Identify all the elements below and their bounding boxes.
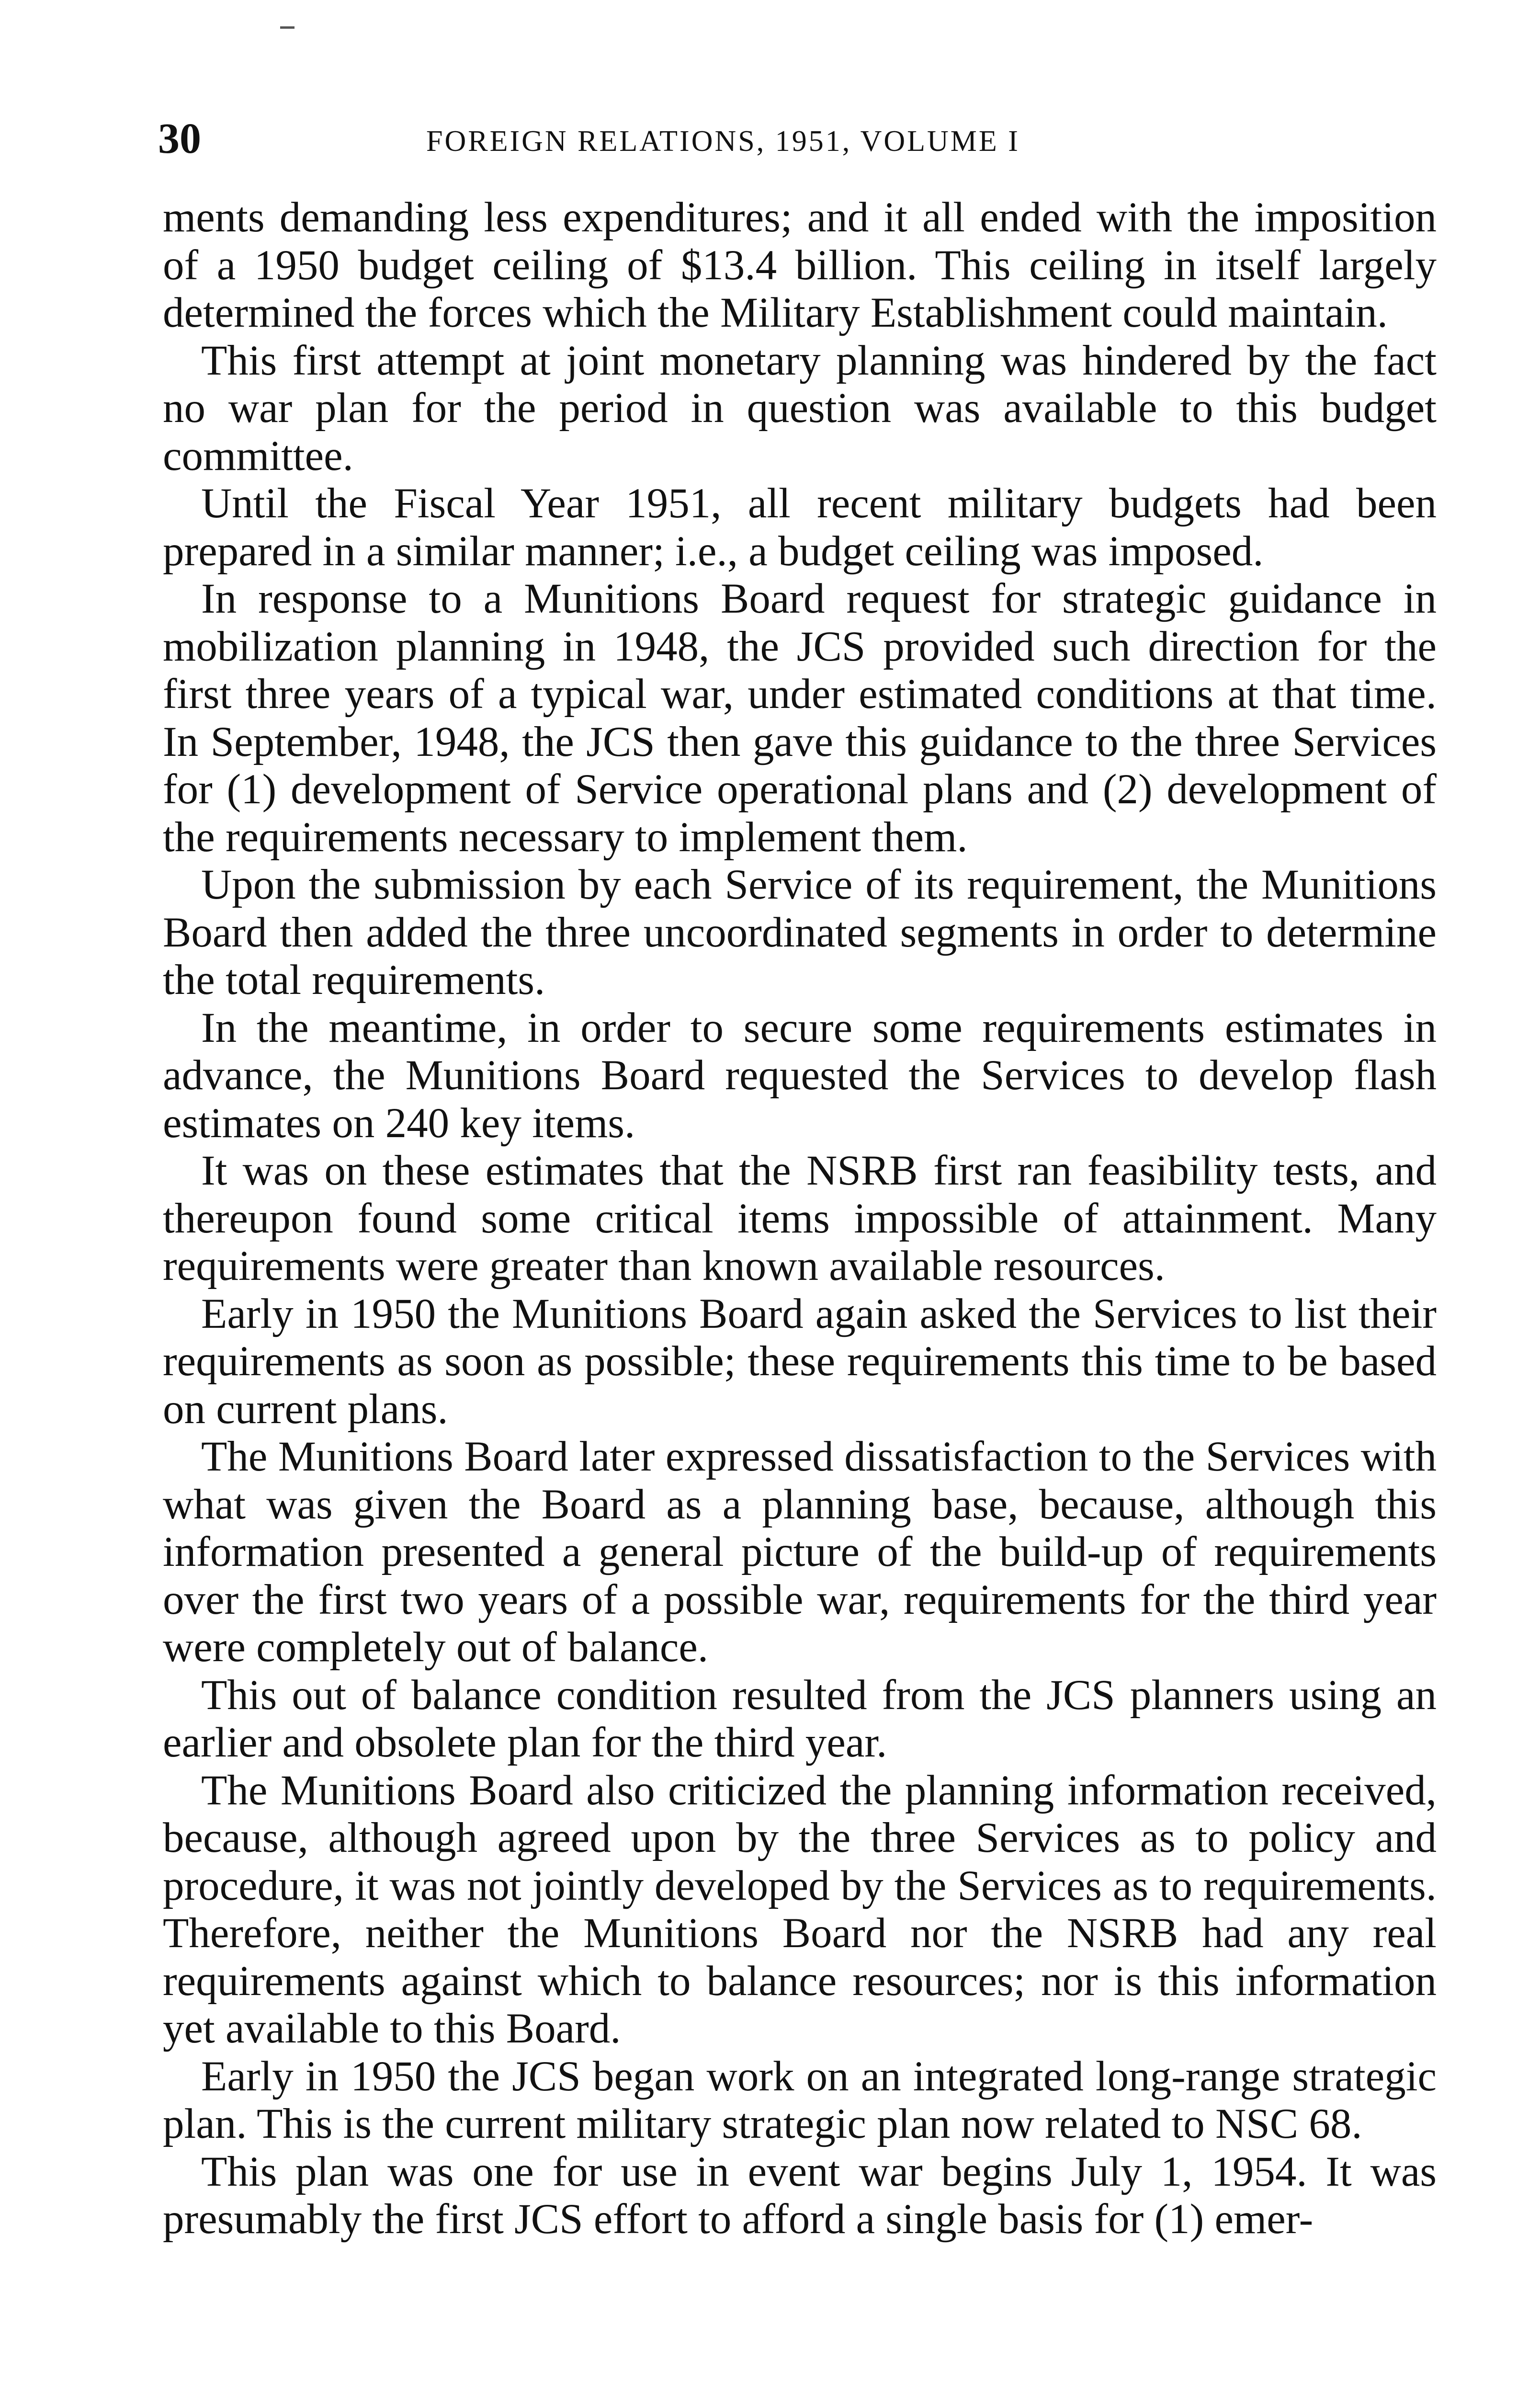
page-number: 30 — [158, 115, 201, 162]
paragraph: In the meantime, in order to secure some requirements estimates in advance, the Munitions Board requested the Services to develop flash estimates on 240 key items. — [163, 1004, 1437, 1147]
paragraph: Until the Fiscal Year 1951, all recent military budgets had been prepared in a similar manner; i.e., a budget ceiling was imposed. — [163, 480, 1437, 575]
paragraph: Early in 1950 the Munitions Board again asked the Services to list their requirements as soon as possible; these requirements this time to be based on current plans. — [163, 1290, 1437, 1433]
page-header — [158, 110, 1441, 168]
paragraph: The Munitions Board later expressed dissatisfaction to the Services with what was given the Board as a planning base, because, although this information presented a general picture of the build-up of requirements over the first two years of a possible war, requirements for the third year were completely out of balance. — [163, 1433, 1437, 1671]
paragraph: This out of balance condition resulted from the JCS planners using an earlier and obsolete plan for the third year. — [163, 1671, 1437, 1766]
paragraph: Early in 1950 the JCS began work on an integrated long-range strategic plan. This is the current military strategic plan now related to NSC 68. — [163, 2053, 1437, 2147]
scan-mark — [280, 26, 294, 29]
body-text — [163, 194, 1437, 2244]
paragraph: The Munitions Board also criticized the planning information received, because, although agreed upon by the three Services as to policy and procedure, it was not jointly developed by the Services as to requirements. Therefore, neither the Munitions Board nor the NSRB had any real requirements against which to balance resources; nor is this information yet available to this Board. — [163, 1767, 1437, 2052]
paragraph: This plan was one for use in event war begins July 1, 1954. It was presumably the first JCS effort to afford a single basis for (1) emer- — [163, 2148, 1437, 2243]
paragraph: It was on these estimates that the NSRB first ran feasibility tests, and thereupon found some critical items impossible of attainment. Many requirements were greater than known available resources. — [163, 1147, 1437, 1289]
paragraph: This first attempt at joint monetary planning was hindered by the fact no war plan for the period in question was available to this budget committee. — [163, 337, 1437, 479]
paragraph: In response to a Munitions Board request for strategic guidance in mobilization planning in 1948, the JCS provided such direction for the first three years of a typical war, under estimated conditions at that time. In September, 1948, the JCS then gave this guidance to the three Services for (1) development of Service operational plans and (2) development of the requirements necessary to implement them. — [163, 575, 1437, 861]
running-head: FOREIGN RELATIONS, 1951, VOLUME I — [426, 125, 1020, 158]
paragraph: ments demanding less expenditures; and it all ended with the imposition of a 1950 budget ceiling of $13.4 billion. This ceiling in itself largely determined the forces which the Military Establishment could maintain. — [163, 194, 1437, 336]
paragraph: Upon the submission by each Service of its requirement, the Munitions Board then added the three uncoordinated segments in order to determine the total requirements. — [163, 861, 1437, 1004]
